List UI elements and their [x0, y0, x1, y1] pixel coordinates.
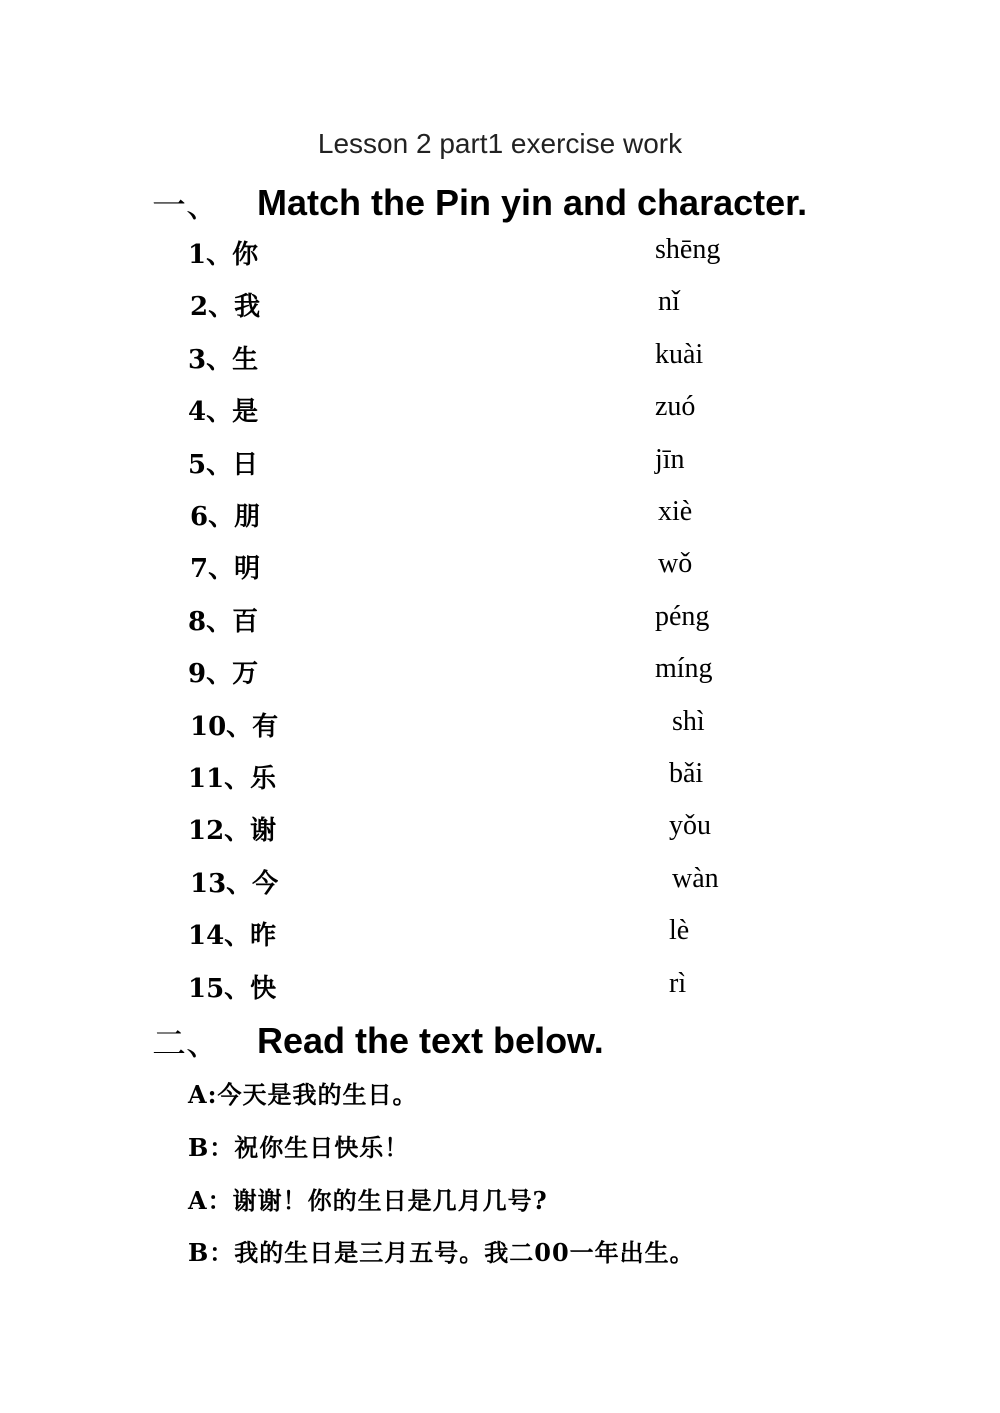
section-2-number: 二、 [152, 1024, 220, 1064]
section-1-heading [152, 178, 807, 227]
pinyin-item: shēng [655, 234, 721, 265]
pinyin-item: shì [672, 705, 705, 737]
dialogue-line: A：谢谢！你的生日是几月几号? [188, 1186, 548, 1215]
match-row [0, 548, 1000, 588]
match-row [0, 810, 1000, 850]
dialogue-line: A:今天是我的生日。 [188, 1080, 418, 1109]
pinyin-item: jīn [655, 443, 685, 475]
match-row [0, 915, 1000, 955]
character-item: 13、今 [190, 868, 279, 899]
match-row [0, 653, 1000, 693]
character-item: 10、有 [190, 711, 279, 742]
match-row [0, 496, 1000, 536]
pinyin-item: péng [655, 600, 710, 632]
match-row [0, 601, 1000, 641]
character-item: 1、你 [188, 240, 259, 270]
match-row [0, 968, 1000, 1008]
match-row [0, 706, 1000, 746]
character-item: 8、百 [188, 606, 259, 637]
match-row [0, 863, 1000, 903]
pinyin-item: wǒ [658, 548, 693, 580]
character-item: 5、日 [188, 449, 259, 480]
match-row [0, 339, 1000, 379]
dialogue-line: B：我的生日是三月五号。我二00一年出生。 [188, 1238, 695, 1267]
section-2-title: Read the text below. [257, 1019, 604, 1061]
match-row [0, 286, 1000, 326]
pinyin-item: kuài [655, 338, 704, 370]
match-row [0, 758, 1000, 798]
pinyin-item: zuó [655, 391, 696, 423]
character-item: 15、快 [188, 973, 277, 1004]
character-item: 14、昨 [188, 921, 277, 952]
pinyin-item: rì [669, 967, 687, 999]
character-item: 3、生 [188, 344, 259, 375]
section-1-title: Match the Pin yin and character. [257, 181, 808, 223]
section-2-heading [152, 1016, 604, 1065]
character-item: 9、万 [188, 659, 259, 690]
match-row [0, 444, 1000, 484]
pinyin-item: bǎi [669, 758, 704, 789]
pinyin-item: xiè [658, 496, 693, 527]
character-item: 6、朋 [190, 502, 261, 532]
dialogue-line: B：祝你生日快乐！ [188, 1133, 410, 1162]
character-item: 7、明 [190, 554, 261, 585]
section-1-number: 一、 [152, 186, 220, 226]
pinyin-item: míng [655, 653, 713, 685]
character-item: 12、谢 [188, 816, 277, 847]
pinyin-item: yǒu [669, 810, 711, 842]
match-row [0, 391, 1000, 431]
pinyin-item: wàn [672, 862, 719, 894]
page-title: Lesson 2 part1 exercise work [317, 128, 683, 159]
pinyin-item: lè [669, 915, 690, 947]
character-item: 2、我 [190, 292, 261, 323]
match-row [0, 234, 1000, 274]
character-item: 4、是 [188, 397, 259, 428]
character-item: 11、乐 [188, 764, 277, 794]
pinyin-item: nǐ [658, 286, 680, 318]
